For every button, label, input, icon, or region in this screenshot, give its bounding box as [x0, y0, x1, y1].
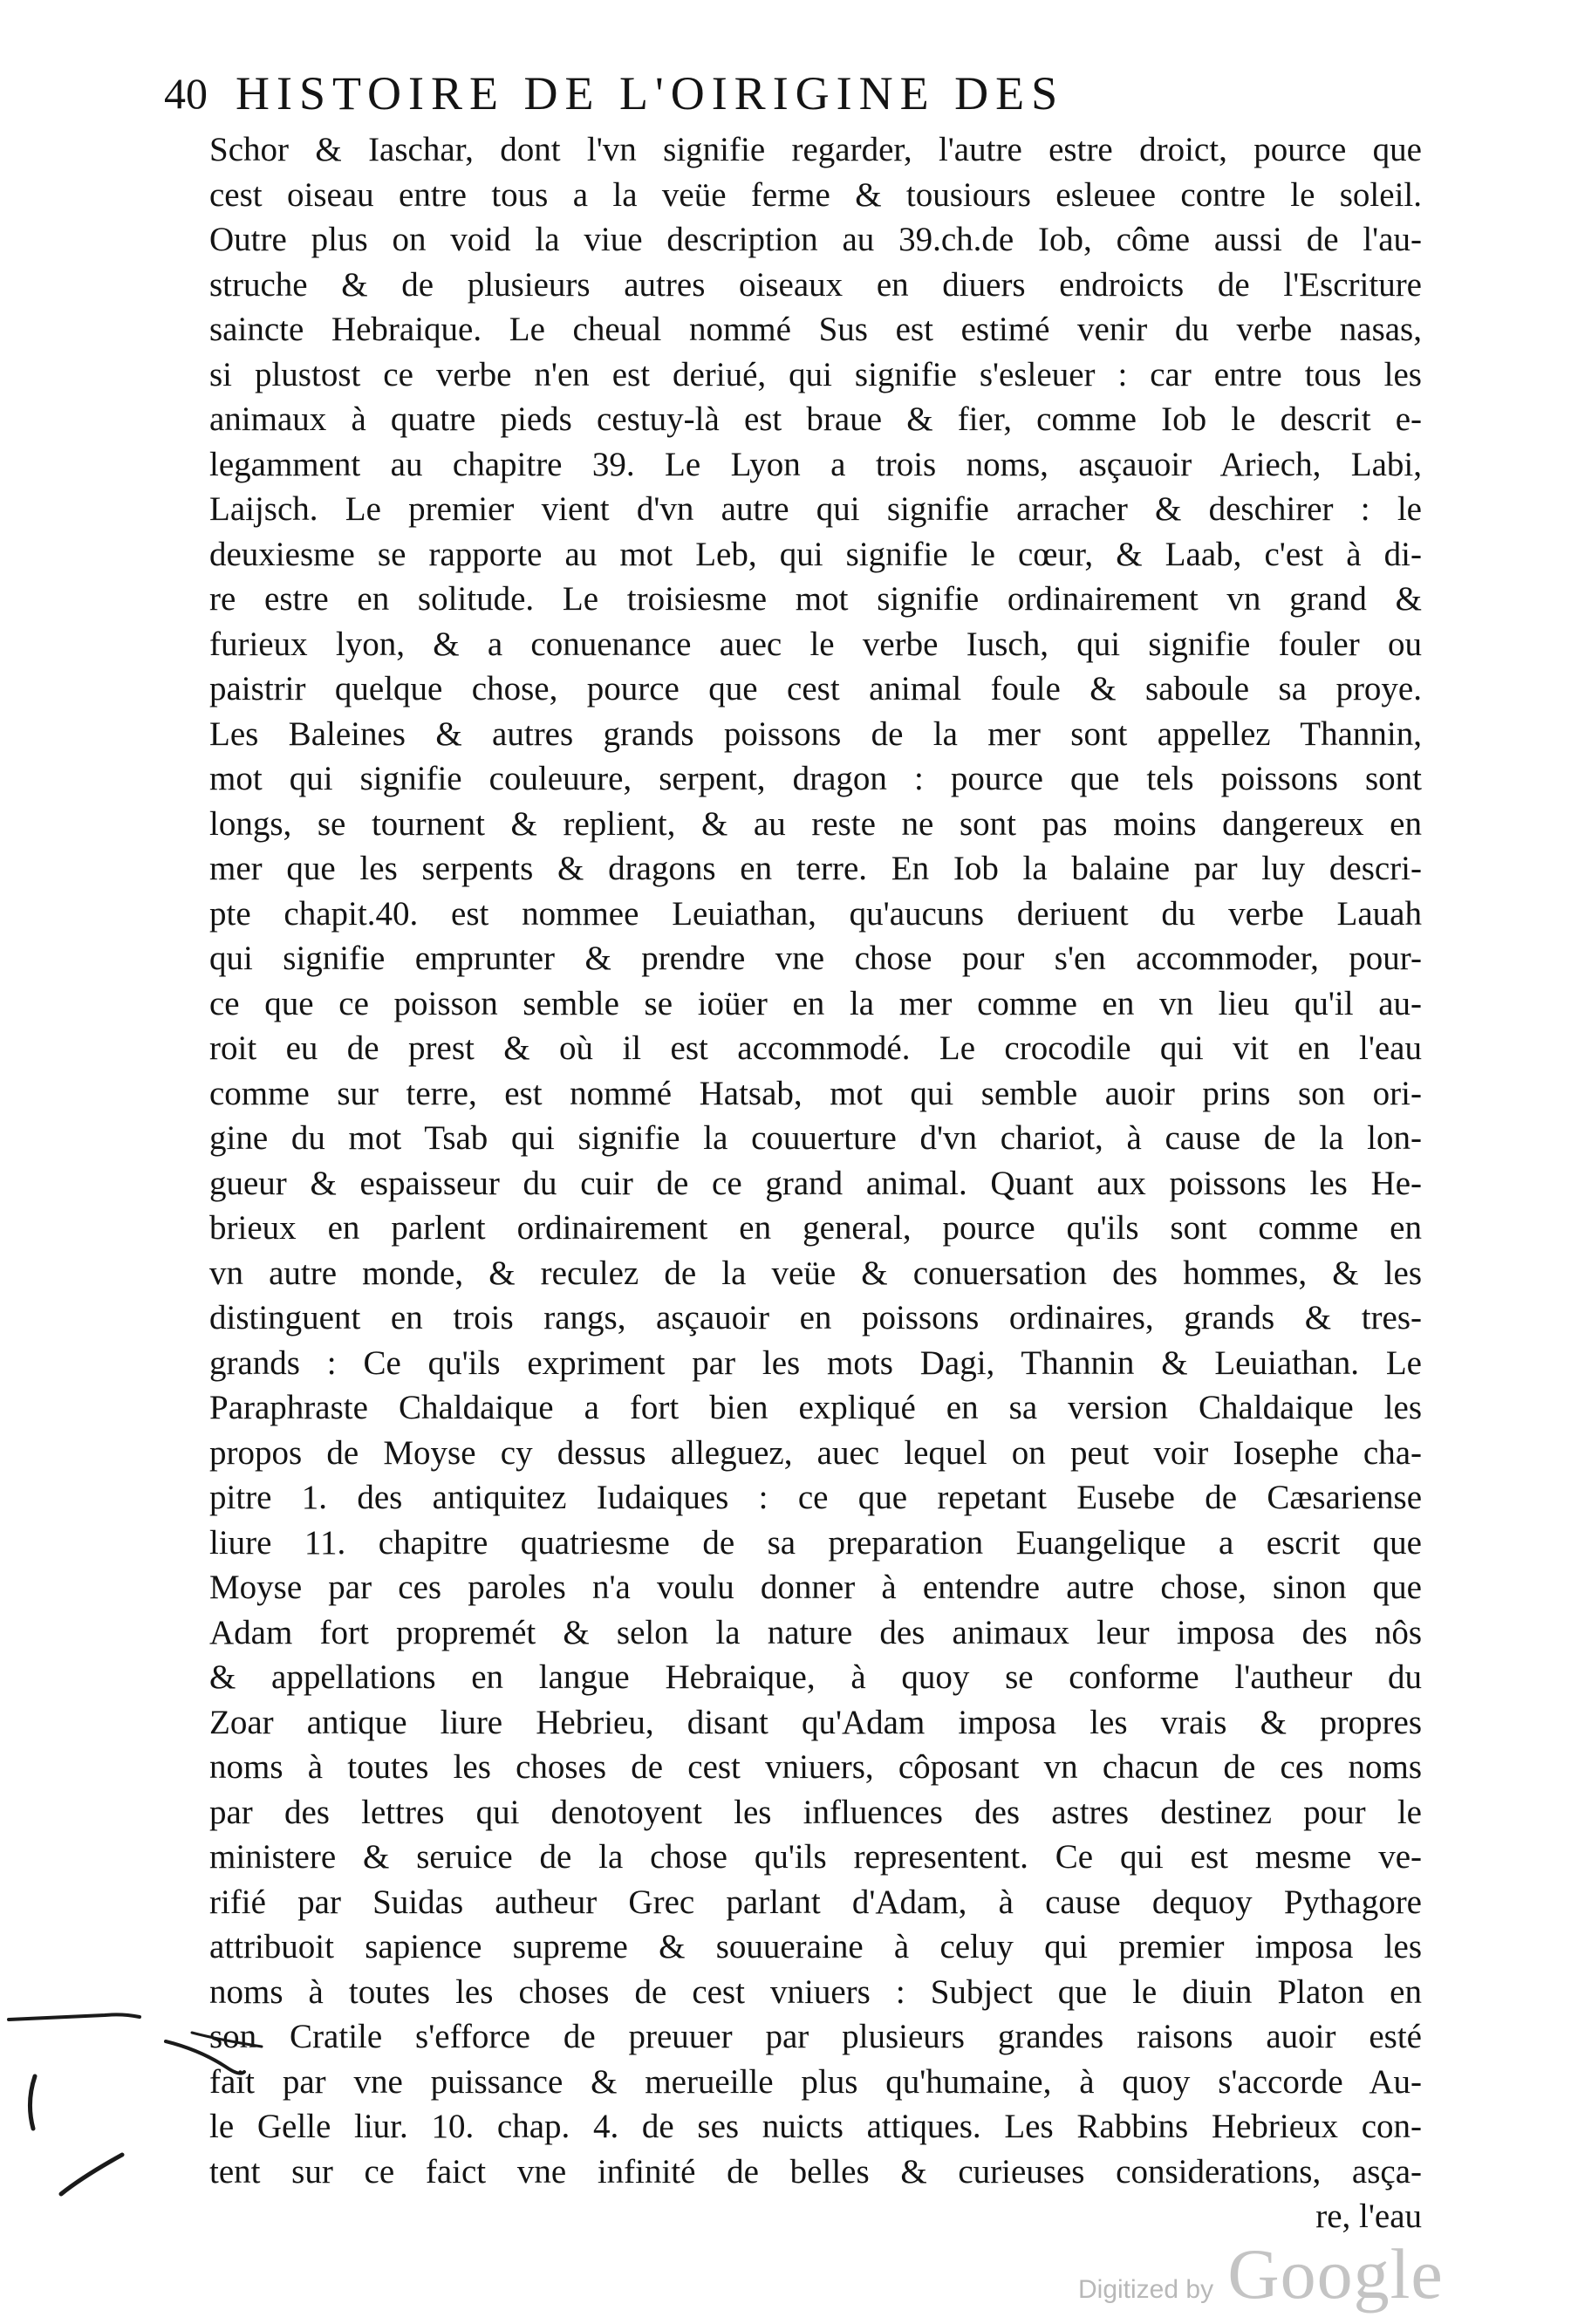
text-line: saincte Hebraique. Le cheual nommé Sus est estimé venir du verbe nasas,	[209, 311, 1422, 348]
page-number: 40	[164, 69, 208, 118]
text-line: brieux en parlent ordinairement en general, pource qu'ils sont comme en	[209, 1209, 1422, 1247]
text-line: vn autre monde, & reculez de la veüe & conuersation des hommes, & les	[209, 1254, 1422, 1292]
body-text	[209, 127, 1422, 2239]
text-line: gueur & espaisseur du cuir de ce grand animal. Quant aux poissons les He-	[209, 1164, 1422, 1202]
text-line: Laijsch. Le premier vient d'vn autre qui signifie arracher & deschirer : le	[209, 490, 1422, 528]
text-line: propos de Moyse cy dessus alleguez, auec lequel on peut voir Iosephe cha-	[209, 1433, 1422, 1472]
text-line: rifié par Suidas autheur Grec parlant d'Adam, à cause dequoy Pythagore	[209, 1883, 1422, 1921]
text-line: gine du mot Tsab qui signifie la couuerture d'vn chariot, à cause de la lon-	[209, 1119, 1422, 1157]
text-line: Zoar antique liure Hebrieu, disant qu'Adam imposa les vrais & propres	[209, 1703, 1422, 1741]
google-logo: Google	[1227, 2234, 1444, 2314]
text-line: Moyse par ces paroles n'a voulu donner à entendre autre chose, sinon que	[209, 1569, 1422, 1606]
text-line: distinguent en trois rangs, asçauoir en poissons ordinaires, grands & tres-	[209, 1299, 1422, 1336]
text-line: attribuoit sapience supreme & souueraine à celuy qui premier imposa les	[209, 1928, 1422, 1965]
digitized-by-watermark	[1078, 2233, 1444, 2315]
text-line: Paraphraste Chaldaique a fort bien expliqué en sa version Chaldaique les	[209, 1389, 1422, 1426]
text-line: Les Baleines & autres grands poissons de la mer sont appellez Thannin,	[209, 714, 1422, 753]
text-line: tent sur ce faict vne infinité de belles & curieuses considerations, asça-	[209, 2152, 1422, 2191]
text-line: furieux lyon, & a conuenance auec le verbe Iusch, qui signifie fouler ou	[209, 625, 1422, 663]
text-line: deuxiesme se rapporte au mot Leb, qui signifie le cœur, & Laab, c'est à di-	[209, 535, 1422, 573]
text-line: longs, se tournent & replient, & au reste ne sont pas moins dangereux en	[209, 804, 1422, 843]
text-line: le Gelle liur. 10. chap. 4. de ses nuicts attiques. Les Rabbins Hebrieux con-	[209, 2108, 1422, 2145]
text-line: animaux à quatre pieds cestuy-là est braue & fier, comme Iob le descrit e-	[209, 400, 1422, 438]
text-line: & appellations en langue Hebraique, à quoy se conforme l'autheur du	[209, 1658, 1422, 1696]
text-line: mot qui signifie couleuure, serpent, dragon : pource que tels poissons sont	[209, 760, 1422, 797]
text-line: paistrir quelque chose, pource que cest animal foule & saboule sa proye.	[209, 670, 1422, 707]
text-line: son Cratile s'efforce de preuuer par plusieurs grandes raisons auoir esté	[209, 2018, 1422, 2055]
text-line: qui signifie emprunter & prendre vne chose pour s'en accommoder, pour-	[209, 940, 1422, 977]
text-line: ministere & seruice de la chose qu'ils representent. Ce qui est mesme ve-	[209, 1838, 1422, 1876]
text-line: Adam fort propremét & selon la nature des animaux leur imposa des nôs	[209, 1613, 1422, 1651]
text-line: fait par vne puissance & merueille plus qu'humaine, à quoy s'accorde Au-	[209, 2062, 1422, 2101]
text-line: roit eu de prest & où il est accommodé. Le crocodile qui vit en l'eau	[209, 1029, 1422, 1067]
text-line: cest oiseau entre tous a la veüe ferme & tousiours esleuee contre le soleil.	[209, 175, 1422, 214]
text-line: pte chapit.40. est nommee Leuiathan, qu'aucuns deriuent du verbe Lauah	[209, 894, 1422, 933]
text-line: mer que les serpents & dragons en terre. En Iob la balaine par luy descri-	[209, 850, 1422, 887]
text-line: grands : Ce qu'ils expriment par les mots Dagi, Thannin & Leuiathan. Le	[209, 1343, 1422, 1382]
running-head: HISTOIRE DE L'OIRIGINE DES	[236, 67, 1065, 120]
text-line: legamment au chapitre 39. Le Lyon a trois noms, asçauoir Ariech, Labi,	[209, 445, 1422, 483]
text-line: Schor & Iaschar, dont l'vn signifie regarder, l'autre estre droict, pource que	[209, 131, 1422, 168]
text-line: par des lettres qui denotoyent les influences des astres destinez pour le	[209, 1793, 1422, 1831]
text-line: re estre en solitude. Le troisiesme mot signifie ordinairement vn grand &	[209, 580, 1422, 618]
text-line: si plustost ce verbe n'en est deriué, qui signifie s'esleuer : car entre tous les	[209, 355, 1422, 393]
text-line: liure 11. chapitre quatriesme de sa preparation Euangelique a escrit que	[209, 1523, 1422, 1562]
text-line: pitre 1. des antiquitez Iudaiques : ce que repetant Eusebe de Cæsariense	[209, 1479, 1422, 1516]
text-line: struche & de plusieurs autres oiseaux en diuers endroicts de l'Escriture	[209, 265, 1422, 304]
text-line: noms à toutes les choses de cest vniuers, côposant vn chacun de ces noms	[209, 1748, 1422, 1786]
digitized-by-label: Digitized by	[1078, 2275, 1214, 2304]
text-line: noms à toutes les choses de cest vniuers : Subject que le diuin Platon en	[209, 1972, 1422, 2011]
catchword: re, l'eau	[1315, 2198, 1422, 2235]
text-line: comme sur terre, est nommé Hatsab, mot qui semble auoir prins son ori-	[209, 1074, 1422, 1112]
text-line: ce que ce poisson semble se ioüer en la mer comme en vn lieu qu'il au-	[209, 984, 1422, 1022]
margin-pen-marks	[0, 1893, 279, 2242]
text-line: Outre plus on void la viue description au 39.ch.de Iob, côme aussi de l'au-	[209, 221, 1422, 258]
